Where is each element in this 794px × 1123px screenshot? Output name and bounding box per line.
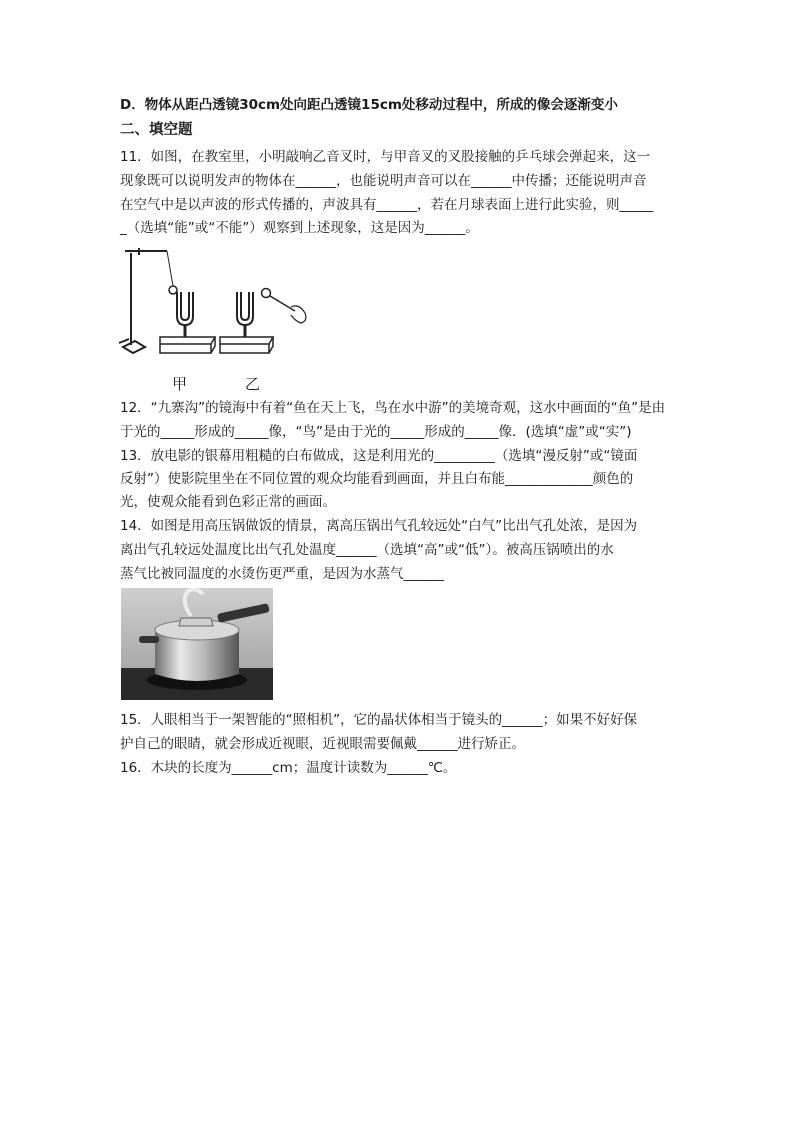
q16-line1: 16．木块的长度为______cm；温度计读数为______℃。 (120, 760, 457, 776)
q13-line2: 反射”）使影院里坐在不同位置的观众均能看到画面，并且白布能_____________颜色的 (120, 471, 634, 487)
q15-line1: 15．人眼相当于一架智能的“照相机”，它的晶状体相当于镜头的______；如果不好好保 (120, 712, 638, 728)
pressure-cooker-photo (121, 588, 273, 700)
q11-line3: 在空气中是以声波的形式传播的，声波具有______，若在月球表面上进行此实验，则_____ (120, 197, 654, 213)
q11-line4: _（选填“能”或“不能”）观察到上述现象，这是因为______。 (120, 220, 479, 236)
q12-line1: 12．“九寨沟”的镜海中有着“鱼在天上飞，鸟在水中游”的美境奇观，这水中画面的“鱼”是由 (120, 400, 666, 416)
section-title: 二、填空题 (120, 122, 193, 138)
q14-line1: 14．如图是用高压锅做饭的情景，离高压锅出气孔较远处“白气”比出气孔处浓，是因为 (120, 518, 638, 534)
q14-line2: 离出气孔较远处温度比出气孔处温度______（选填“高”或“低”）。被高压锅喷出的水 (120, 542, 614, 558)
q13-line3: 光，使观众能看到色彩正常的画面。 (120, 494, 336, 510)
q14-line3: 蒸气比被同温度的水烫伤更严重，是因为水蒸气______ (120, 566, 444, 582)
q12-line2: 于光的_____形成的_____像，“鸟”是由于光的_____形成的_____像．(选填“虚”或“实”) (120, 424, 632, 440)
tuning-fork-figure (115, 243, 315, 391)
q11-line1: 11．如图，在教室里，小明敲响乙音叉时，与甲音叉的叉股接触的乒乓球会弹起来，这一 (120, 149, 651, 165)
q11-line2: 现象既可以说明发声的物体在______，也能说明声音可以在______中传播；还能说明声音 (120, 173, 647, 189)
label-yi: 乙 (245, 375, 261, 393)
q15-line2: 护自己的眼睛，就会形成近视眼，近视眼需要佩戴______进行矫正。 (120, 736, 525, 752)
label-jia: 甲 (172, 375, 188, 393)
q13-line1: 13．放电影的银幕用粗糙的白布做成，这是利用光的_________（选填“漫反射”或“镜面 (120, 448, 638, 464)
option-d: D．物体从距凸透镜30cm处向距凸透镜15cm处移动过程中，所成的像会逐渐变小 (120, 97, 618, 113)
